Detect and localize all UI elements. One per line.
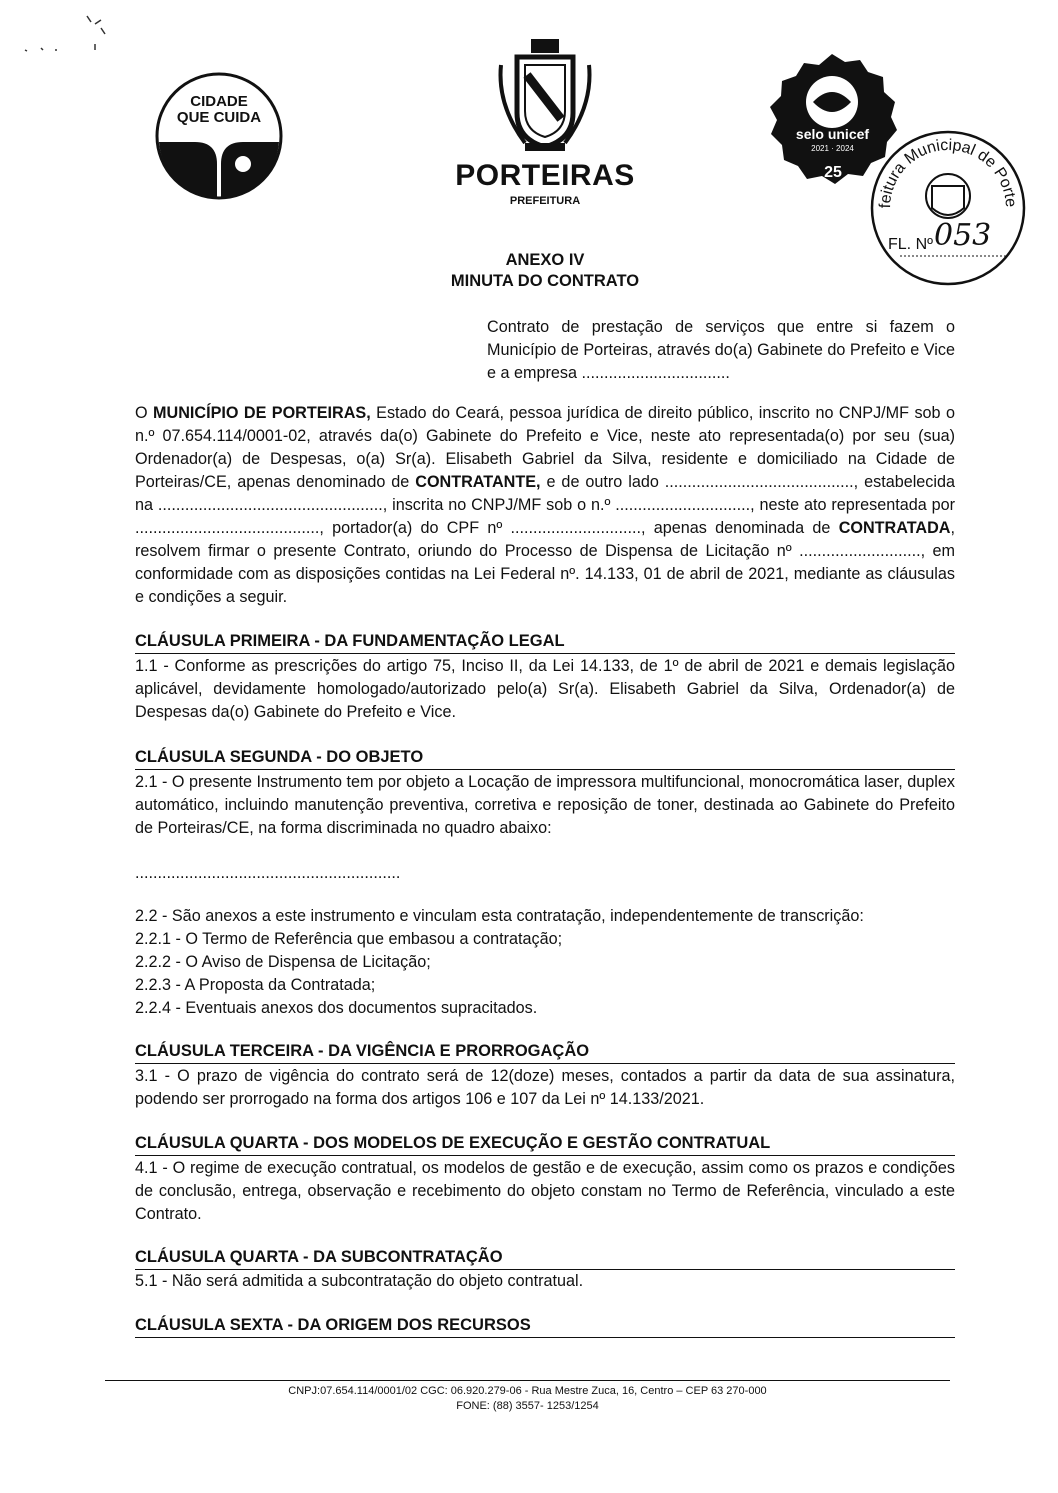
summary-line: Município de Porteiras, através do(a) Gabinete do Prefeito e Vice [487, 341, 955, 359]
porteiras-logo [455, 35, 635, 215]
intro-text-2: e de outro lado .........................................., estabelecida na .................................................., inscrita no CNPJ/MF sob o n.º .............................., neste ato representada por ........................................., portador(a) do CPF nº ............................., apenas denominada de [135, 473, 955, 537]
contract-summary [487, 316, 955, 385]
logo-line-2: QUE CUIDA [176, 109, 262, 126]
summary-line: e a empresa ................................. [487, 364, 730, 382]
summary-line: Contrato de prestação de serviços que entre si fazem o [487, 318, 955, 336]
logo-subtitle: PREFEITURA [509, 195, 581, 207]
clause-2-dots: ........................................................... [135, 864, 401, 882]
contract-draft-label: MINUTA DO CONTRATO [450, 272, 640, 290]
stamp-ring-icon [868, 128, 1028, 288]
coat-of-arms-icon [495, 35, 595, 155]
intro-text-1: Estado do Ceará, pessoa jurídica de direito público, inscrito no CNPJ/MF sob o n.º 07.654.114/0001-02, através da(o) Gabinete do Prefeito e Vice, neste ato representada(o) por seu (sua) Ordenador(a) de Despesas, o(a) Sr(a). Elisabeth Gabriel da Silva, residente e domiciliado na Cidade de Porteiras/CE, apenas denominado de [135, 404, 955, 491]
intro-paragraph [135, 402, 955, 609]
contratante-label: CONTRATANTE, [415, 473, 541, 491]
svg-text:Prefeitura Municipal de Portei [868, 128, 1019, 208]
intro-prefix: O [135, 404, 154, 422]
stamp-ring-text: feitura Municipal de Porte [876, 136, 1020, 209]
scan-marks [15, 10, 125, 60]
municipal-stamp [868, 128, 1028, 288]
clause-1-title: CLÁUSULA PRIMEIRA - DA FUNDAMENTAÇÃO LEGAL [135, 630, 955, 654]
footer-rule [105, 1380, 950, 1381]
footer-phone: FONE: (88) 3557- 1253/1254 [456, 1400, 599, 1412]
clause-2-item: 2.2.2 - O Aviso de Dispensa de Licitação; [135, 953, 431, 971]
seal-years: 2021 · 2024 [811, 144, 854, 153]
cidade-que-cuida-logo [155, 72, 283, 200]
logo-line-1: CIDADE [190, 93, 248, 110]
clause-2-item: 2.2.1 - O Termo de Referência que embasou a contratação; [135, 930, 563, 948]
clause-4-title: CLÁUSULA QUARTA - DOS MODELOS DE EXECUÇÃO E GESTÃO CONTRATUAL [135, 1132, 955, 1156]
stamp-fl-label: FL. Nº [888, 236, 933, 253]
clause-2-item: 2.2.3 - A Proposta da Contratada; [135, 976, 376, 994]
heart-circle-icon [155, 72, 283, 200]
annex-label: ANEXO IV [505, 251, 585, 269]
clause-3-text: 3.1 - O prazo de vigência do contrato será de 12(doze) meses, contados a partir da data de sua assinatura, podendo ser prorrogado na forma dos artigos 106 e 107 da Lei nº 14.133/2021. [135, 1067, 955, 1108]
stamp-fl-value: 053 [934, 218, 992, 253]
clause-4-text: 4.1 - O regime de execução contratual, os modelos de gestão e de execução, assim como os prazos e condições de conclusão, entrega, observação e recebimento do objeto constam no Termo de Referência, vinculado a este Contrato. [135, 1159, 955, 1223]
contratada-label: CONTRATADA [838, 519, 951, 537]
clause-2-text: 2.1 - O presente Instrumento tem por objeto a Locação de impressora multifuncional, monocromática laser, duplex automático, incluindo manutenção preventiva, corretiva e reposição de toner, destinada ao Gabinete do Prefeito de Porteiras/CE, na forma discriminada no quadro abaixo: [135, 773, 955, 837]
footer [105, 1384, 950, 1414]
document-title [395, 250, 695, 292]
clause-1-text: 1.1 - Conforme as prescrições do artigo 75, Inciso II, da Lei 14.133, de 1º de abril de 2021 e demais legislação aplicável, devidamente homologado/autorizado pelo(a) Sr(a). Elisabeth Gabriel da Silva, Ordenador(a) de Despesas da(o) Gabinete do Prefeito e Vice. [135, 657, 955, 721]
clause-6-title: CLÁUSULA SEXTA - DA ORIGEM DOS RECURSOS [135, 1314, 955, 1338]
seal-text: selo unicef [795, 126, 870, 142]
municipality-name: MUNICÍPIO DE PORTEIRAS, [153, 404, 371, 422]
clause-2-item: 2.2 - São anexos a este instrumento e vinculam esta contratação, independentemente de transcrição: [135, 907, 864, 925]
clause-3-title: CLÁUSULA TERCEIRA - DA VIGÊNCIA E PRORROGAÇÃO [135, 1040, 955, 1064]
seal-number: 25 [824, 164, 842, 181]
clause-2-title: CLÁUSULA SEGUNDA - DO OBJETO [135, 746, 955, 770]
footer-address: CNPJ:07.654.114/0001/02 CGC: 06.920.279-06 - Rua Mestre Zuca, 16, Centro – CEP 63 270-000 [288, 1385, 767, 1397]
clause-5-title: CLÁUSULA QUARTA - DA SUBCONTRATAÇÃO [135, 1246, 955, 1270]
logo-name: PORTEIRAS [455, 159, 635, 192]
clause-5-text: 5.1 - Não será admitida a subcontratação do objeto contratual. [135, 1272, 584, 1290]
clause-2-item: 2.2.4 - Eventuais anexos dos documentos supracitados. [135, 999, 538, 1017]
intro-text-3: , resolvem firmar o presente Contrato, oriundo do Processo de Dispensa de Licitação nº ..........................., em conformidade com as disposições contidas na Lei Federal nº. 14.133, 01 de abril de 2021, mediante as cláusulas e condições a seguir. [135, 519, 955, 606]
